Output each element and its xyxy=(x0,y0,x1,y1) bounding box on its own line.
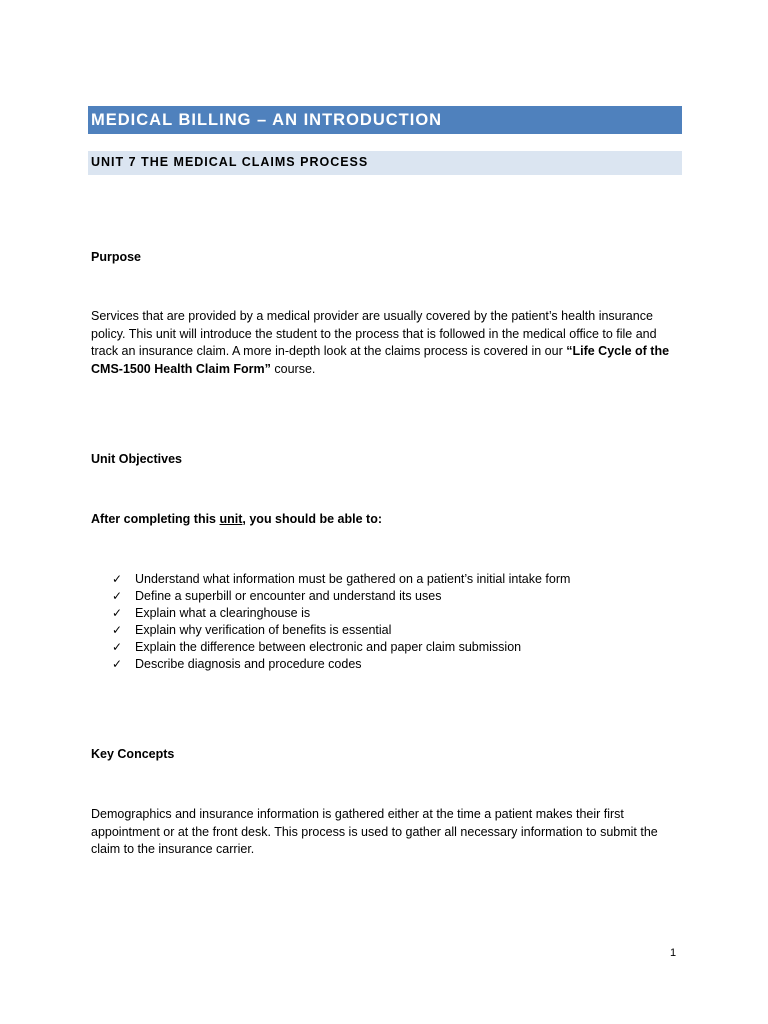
purpose-text-start: Services that are provided by a medical provider are usually covered by the patient’s health insurance policy. This unit will introduce the student to the process that is followed in the medical office to file and track an insurance claim. A more in-depth look at the claims process is covered in our xyxy=(91,309,657,358)
check-icon: ✓ xyxy=(112,640,123,654)
objectives-intro-end: , you should be able to: xyxy=(242,512,382,526)
purpose-paragraph xyxy=(91,308,677,378)
objectives-intro-underlined: unit xyxy=(219,512,243,526)
check-icon: ✓ xyxy=(112,572,123,586)
purpose-text-end: course. xyxy=(270,361,316,376)
objective-text: Explain what a clearinghouse is xyxy=(135,606,311,620)
objective-item xyxy=(112,588,570,605)
check-icon: ✓ xyxy=(112,657,123,671)
course-name: “Life Cycle of the CMS-1500 Health Claim Form” xyxy=(91,344,670,376)
objectives-intro-start: After completing this xyxy=(91,512,220,526)
objective-item xyxy=(112,622,570,639)
page-number: 1 xyxy=(670,947,677,959)
objective-item xyxy=(112,571,570,588)
check-icon: ✓ xyxy=(112,589,123,603)
objective-text: Define a superbill or encounter and understand its uses xyxy=(135,589,442,603)
check-icon: ✓ xyxy=(112,606,123,620)
objective-text: Understand what information must be gathered on a patient’s initial intake form xyxy=(135,572,571,586)
purpose-heading: Purpose xyxy=(91,250,142,264)
objectives-list xyxy=(112,571,570,673)
objective-text: Explain why verification of benefits is essential xyxy=(135,623,392,637)
check-icon: ✓ xyxy=(112,623,123,637)
document-title: MEDICAL BILLING – AN INTRODUCTION xyxy=(88,106,682,134)
objective-text: Describe diagnosis and procedure codes xyxy=(135,657,362,671)
objective-text: Explain the difference between electronic and paper claim submission xyxy=(135,640,522,654)
objectives-heading: Unit Objectives xyxy=(91,452,182,466)
objective-item xyxy=(112,605,570,622)
key-concepts-paragraph: Demographics and insurance information is gathered either at the time a patient makes their first appointment or at the front desk. This process is used to gather all necessary information to submit the claim to the insurance carrier. xyxy=(91,807,658,856)
objectives-intro xyxy=(91,511,382,529)
key-concepts-heading: Key Concepts xyxy=(91,747,175,761)
objective-item xyxy=(112,656,570,673)
unit-title: UNIT 7 THE MEDICAL CLAIMS PROCESS xyxy=(88,151,682,175)
objective-item xyxy=(112,639,570,656)
